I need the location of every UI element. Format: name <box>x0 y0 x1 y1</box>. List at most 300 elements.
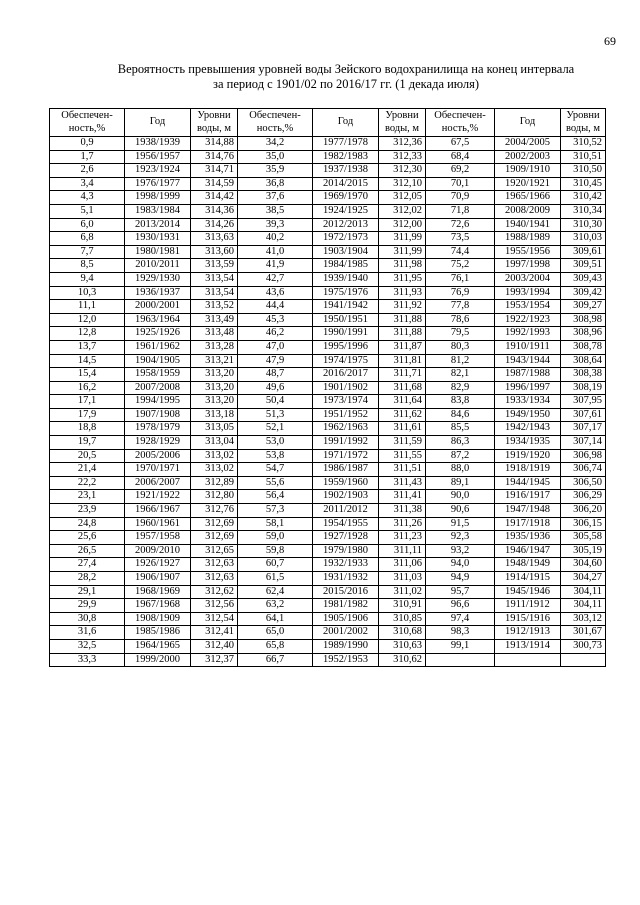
level-cell: 311,68 <box>379 381 426 395</box>
level-cell: 303,12 <box>561 612 606 626</box>
prob-cell: 6,0 <box>50 218 125 232</box>
prob-cell: 42,7 <box>238 272 313 286</box>
header-prob-1: Обеспечен-ность,% <box>50 109 125 137</box>
year-cell: 1930/1931 <box>125 232 191 246</box>
table-row <box>50 354 606 368</box>
level-cell: 306,50 <box>561 476 606 490</box>
level-cell: 312,76 <box>191 504 238 518</box>
level-cell: 312,02 <box>379 204 426 218</box>
year-cell: 1982/1983 <box>313 150 379 164</box>
prob-cell: 70,9 <box>426 191 495 205</box>
prob-cell: 64,1 <box>238 612 313 626</box>
table-row <box>50 422 606 436</box>
level-cell: 311,98 <box>379 259 426 273</box>
level-cell: 306,74 <box>561 463 606 477</box>
year-cell: 1979/1980 <box>313 544 379 558</box>
title-line-1: Вероятность превышения уровней воды Зейского водохранилища на конец интервала <box>117 62 575 76</box>
prob-cell: 25,6 <box>50 531 125 545</box>
year-cell: 2014/2015 <box>313 177 379 191</box>
level-cell: 306,98 <box>561 449 606 463</box>
table-row <box>50 272 606 286</box>
level-cell: 312,80 <box>191 490 238 504</box>
level-cell: 309,51 <box>561 259 606 273</box>
prob-cell: 84,6 <box>426 408 495 422</box>
prob-cell: 66,7 <box>238 653 313 667</box>
prob-cell: 38,5 <box>238 204 313 218</box>
level-cell: 311,51 <box>379 463 426 477</box>
year-cell: 1911/1912 <box>495 599 561 613</box>
prob-cell: 31,6 <box>50 626 125 640</box>
table-row <box>50 368 606 382</box>
level-cell: 311,59 <box>379 436 426 450</box>
year-cell: 1920/1921 <box>495 177 561 191</box>
table-body <box>50 137 606 667</box>
prob-cell: 6,8 <box>50 232 125 246</box>
year-cell: 1934/1935 <box>495 436 561 450</box>
level-cell: 307,61 <box>561 408 606 422</box>
level-cell: 312,10 <box>379 177 426 191</box>
prob-cell: 95,7 <box>426 585 495 599</box>
level-cell: 313,63 <box>191 232 238 246</box>
level-cell: 304,60 <box>561 558 606 572</box>
year-cell: 2000/2001 <box>125 300 191 314</box>
table-row <box>50 612 606 626</box>
table-row <box>50 150 606 164</box>
year-cell: 1971/1972 <box>313 449 379 463</box>
year-cell: 1999/2000 <box>125 653 191 667</box>
level-cell: 313,52 <box>191 300 238 314</box>
year-cell: 1964/1965 <box>125 639 191 653</box>
level-cell: 310,51 <box>561 150 606 164</box>
prob-cell: 99,1 <box>426 639 495 653</box>
prob-cell: 57,3 <box>238 504 313 518</box>
table-row <box>50 476 606 490</box>
prob-cell: 20,5 <box>50 449 125 463</box>
level-cell: 312,69 <box>191 517 238 531</box>
level-cell: 313,48 <box>191 327 238 341</box>
level-cell: 307,14 <box>561 436 606 450</box>
prob-cell: 65,8 <box>238 639 313 653</box>
year-cell: 1947/1948 <box>495 504 561 518</box>
table-row <box>50 408 606 422</box>
year-cell: 2011/2012 <box>313 504 379 518</box>
level-cell: 312,33 <box>379 150 426 164</box>
year-cell: 1916/1917 <box>495 490 561 504</box>
prob-cell: 72,6 <box>426 218 495 232</box>
level-cell: 311,43 <box>379 476 426 490</box>
prob-cell: 97,4 <box>426 612 495 626</box>
prob-cell: 94,9 <box>426 572 495 586</box>
level-cell: 312,69 <box>191 531 238 545</box>
prob-cell: 77,8 <box>426 300 495 314</box>
prob-cell: 7,7 <box>50 245 125 259</box>
year-cell: 1905/1906 <box>313 612 379 626</box>
year-cell: 1963/1964 <box>125 313 191 327</box>
year-cell: 1989/1990 <box>313 639 379 653</box>
prob-cell: 21,4 <box>50 463 125 477</box>
prob-cell: 19,7 <box>50 436 125 450</box>
level-cell: 311,23 <box>379 531 426 545</box>
year-cell: 1926/1927 <box>125 558 191 572</box>
prob-cell: 17,1 <box>50 395 125 409</box>
year-cell: 1935/1936 <box>495 531 561 545</box>
year-cell: 1939/1940 <box>313 272 379 286</box>
year-cell: 1942/1943 <box>495 422 561 436</box>
level-cell: 314,42 <box>191 191 238 205</box>
year-cell: 1975/1976 <box>313 286 379 300</box>
level-cell: 312,65 <box>191 544 238 558</box>
prob-cell: 87,2 <box>426 449 495 463</box>
year-cell: 1976/1977 <box>125 177 191 191</box>
prob-cell: 70,1 <box>426 177 495 191</box>
table-row <box>50 137 606 151</box>
year-cell: 1956/1957 <box>125 150 191 164</box>
prob-cell: 32,5 <box>50 639 125 653</box>
level-cell: 311,62 <box>379 408 426 422</box>
level-cell: 312,56 <box>191 599 238 613</box>
prob-cell: 39,3 <box>238 218 313 232</box>
level-cell: 309,43 <box>561 272 606 286</box>
level-cell: 304,27 <box>561 572 606 586</box>
prob-cell: 51,3 <box>238 408 313 422</box>
level-cell: 310,34 <box>561 204 606 218</box>
table-row <box>50 327 606 341</box>
level-cell: 311,99 <box>379 245 426 259</box>
prob-cell: 46,2 <box>238 327 313 341</box>
year-cell: 1936/1937 <box>125 286 191 300</box>
prob-cell: 83,8 <box>426 395 495 409</box>
year-cell: 1938/1939 <box>125 137 191 151</box>
year-cell: 1977/1978 <box>313 137 379 151</box>
prob-cell: 40,2 <box>238 232 313 246</box>
prob-cell: 74,4 <box>426 245 495 259</box>
year-cell: 1974/1975 <box>313 354 379 368</box>
level-cell: 307,17 <box>561 422 606 436</box>
table-row <box>50 300 606 314</box>
prob-cell: 8,5 <box>50 259 125 273</box>
level-cell: 308,98 <box>561 313 606 327</box>
prob-cell: 0,9 <box>50 137 125 151</box>
year-cell: 1925/1926 <box>125 327 191 341</box>
table-row <box>50 164 606 178</box>
prob-cell: 98,3 <box>426 626 495 640</box>
prob-cell: 75,2 <box>426 259 495 273</box>
year-cell: 1970/1971 <box>125 463 191 477</box>
prob-cell: 26,5 <box>50 544 125 558</box>
prob-cell: 15,4 <box>50 368 125 382</box>
prob-cell: 67,5 <box>426 137 495 151</box>
level-cell: 311,06 <box>379 558 426 572</box>
header-level-3: Уровни воды, м <box>561 109 606 137</box>
prob-cell: 44,4 <box>238 300 313 314</box>
level-cell: 311,93 <box>379 286 426 300</box>
year-cell: 1940/1941 <box>495 218 561 232</box>
year-cell: 1906/1907 <box>125 572 191 586</box>
year-cell: 1943/1944 <box>495 354 561 368</box>
prob-cell: 90,0 <box>426 490 495 504</box>
prob-cell: 71,8 <box>426 204 495 218</box>
year-cell: 1968/1969 <box>125 585 191 599</box>
table-row <box>50 653 606 667</box>
level-cell: 311,02 <box>379 585 426 599</box>
year-cell: 1944/1945 <box>495 476 561 490</box>
level-cell: 311,41 <box>379 490 426 504</box>
prob-cell: 27,4 <box>50 558 125 572</box>
prob-cell: 61,5 <box>238 572 313 586</box>
prob-cell: 81,2 <box>426 354 495 368</box>
table-row <box>50 218 606 232</box>
level-cell: 311,87 <box>379 340 426 354</box>
year-cell: 1951/1952 <box>313 408 379 422</box>
year-cell: 1995/1996 <box>313 340 379 354</box>
table-row <box>50 544 606 558</box>
table-row <box>50 517 606 531</box>
table-row <box>50 531 606 545</box>
level-cell: 311,92 <box>379 300 426 314</box>
prob-cell: 53,8 <box>238 449 313 463</box>
year-cell: 1965/1966 <box>495 191 561 205</box>
prob-cell: 35,9 <box>238 164 313 178</box>
table-row <box>50 585 606 599</box>
prob-cell: 59,8 <box>238 544 313 558</box>
level-cell: 312,37 <box>191 653 238 667</box>
prob-cell: 47,0 <box>238 340 313 354</box>
year-cell: 1913/1914 <box>495 639 561 653</box>
level-cell: 310,63 <box>379 639 426 653</box>
year-cell: 1958/1959 <box>125 368 191 382</box>
page-number: 69 <box>604 34 616 48</box>
level-cell: 311,95 <box>379 272 426 286</box>
year-cell: 2006/2007 <box>125 476 191 490</box>
prob-cell: 22,2 <box>50 476 125 490</box>
header-year-1: Год <box>125 109 191 137</box>
level-cell: 313,28 <box>191 340 238 354</box>
level-cell: 308,96 <box>561 327 606 341</box>
level-cell: 313,04 <box>191 436 238 450</box>
level-cell: 314,88 <box>191 137 238 151</box>
year-cell: 1978/1979 <box>125 422 191 436</box>
level-cell: 313,60 <box>191 245 238 259</box>
year-cell: 2012/2013 <box>313 218 379 232</box>
level-cell: 301,67 <box>561 626 606 640</box>
header-year-3: Год <box>495 109 561 137</box>
level-cell: 312,62 <box>191 585 238 599</box>
year-cell: 1960/1961 <box>125 517 191 531</box>
level-cell: 312,41 <box>191 626 238 640</box>
prob-cell: 76,1 <box>426 272 495 286</box>
level-cell: 305,19 <box>561 544 606 558</box>
year-cell: 1992/1993 <box>495 327 561 341</box>
year-cell: 1904/1905 <box>125 354 191 368</box>
level-cell: 313,02 <box>191 449 238 463</box>
year-cell: 1917/1918 <box>495 517 561 531</box>
prob-cell: 29,1 <box>50 585 125 599</box>
table-row <box>50 463 606 477</box>
table-row <box>50 599 606 613</box>
prob-cell: 52,1 <box>238 422 313 436</box>
year-cell: 1973/1974 <box>313 395 379 409</box>
level-cell: 311,55 <box>379 449 426 463</box>
prob-cell: 55,6 <box>238 476 313 490</box>
prob-cell: 10,3 <box>50 286 125 300</box>
prob-cell: 48,7 <box>238 368 313 382</box>
prob-cell: 65,0 <box>238 626 313 640</box>
prob-cell: 36,8 <box>238 177 313 191</box>
level-cell: 311,26 <box>379 517 426 531</box>
year-cell: 2007/2008 <box>125 381 191 395</box>
year-cell: 1928/1929 <box>125 436 191 450</box>
table-row <box>50 572 606 586</box>
prob-cell: 78,6 <box>426 313 495 327</box>
level-cell: 309,42 <box>561 286 606 300</box>
prob-cell: 96,6 <box>426 599 495 613</box>
header-prob-3: Обеспечен-ность,% <box>426 109 495 137</box>
header-level-1: Уровни воды, м <box>191 109 238 137</box>
water-level-table <box>49 108 606 667</box>
year-cell: 1910/1911 <box>495 340 561 354</box>
year-cell: 1927/1928 <box>313 531 379 545</box>
year-cell: 1949/1950 <box>495 408 561 422</box>
prob-cell: 29,9 <box>50 599 125 613</box>
level-cell: 313,20 <box>191 381 238 395</box>
prob-cell: 80,3 <box>426 340 495 354</box>
level-cell: 307,95 <box>561 395 606 409</box>
level-cell: 308,38 <box>561 368 606 382</box>
year-cell: 1996/1997 <box>495 381 561 395</box>
table-row <box>50 232 606 246</box>
prob-cell: 16,2 <box>50 381 125 395</box>
year-cell: 1954/1955 <box>313 517 379 531</box>
level-cell: 312,30 <box>379 164 426 178</box>
level-cell: 313,54 <box>191 286 238 300</box>
prob-cell: 4,3 <box>50 191 125 205</box>
prob-cell: 90,6 <box>426 504 495 518</box>
year-cell: 2003/2004 <box>495 272 561 286</box>
level-cell: 312,05 <box>379 191 426 205</box>
table-row <box>50 204 606 218</box>
prob-cell: 47,9 <box>238 354 313 368</box>
year-cell: 2005/2006 <box>125 449 191 463</box>
level-cell <box>561 653 606 667</box>
prob-cell: 43,6 <box>238 286 313 300</box>
prob-cell: 58,1 <box>238 517 313 531</box>
year-cell: 1988/1989 <box>495 232 561 246</box>
prob-cell: 73,5 <box>426 232 495 246</box>
prob-cell: 86,3 <box>426 436 495 450</box>
year-cell: 1983/1984 <box>125 204 191 218</box>
level-cell: 310,45 <box>561 177 606 191</box>
prob-cell: 63,2 <box>238 599 313 613</box>
level-cell: 312,40 <box>191 639 238 653</box>
table-row <box>50 381 606 395</box>
year-cell: 1909/1910 <box>495 164 561 178</box>
prob-cell: 11,1 <box>50 300 125 314</box>
year-cell: 1933/1934 <box>495 395 561 409</box>
prob-cell: 94,0 <box>426 558 495 572</box>
level-cell: 310,50 <box>561 164 606 178</box>
level-cell: 310,85 <box>379 612 426 626</box>
year-cell: 1991/1992 <box>313 436 379 450</box>
table-row <box>50 504 606 518</box>
level-cell: 313,49 <box>191 313 238 327</box>
level-cell: 313,21 <box>191 354 238 368</box>
table-header-row <box>50 109 606 137</box>
prob-cell <box>426 653 495 667</box>
year-cell: 1961/1962 <box>125 340 191 354</box>
year-cell: 2002/2003 <box>495 150 561 164</box>
year-cell: 2016/2017 <box>313 368 379 382</box>
prob-cell: 35,0 <box>238 150 313 164</box>
prob-cell: 79,5 <box>426 327 495 341</box>
level-cell: 310,03 <box>561 232 606 246</box>
prob-cell: 12,0 <box>50 313 125 327</box>
year-cell: 1985/1986 <box>125 626 191 640</box>
prob-cell: 62,4 <box>238 585 313 599</box>
table-row <box>50 191 606 205</box>
prob-cell: 82,1 <box>426 368 495 382</box>
year-cell: 1929/1930 <box>125 272 191 286</box>
year-cell: 1957/1958 <box>125 531 191 545</box>
prob-cell: 37,6 <box>238 191 313 205</box>
level-cell: 311,03 <box>379 572 426 586</box>
prob-cell: 2,6 <box>50 164 125 178</box>
year-cell: 2009/2010 <box>125 544 191 558</box>
prob-cell: 3,4 <box>50 177 125 191</box>
table-row <box>50 490 606 504</box>
year-cell: 1922/1923 <box>495 313 561 327</box>
level-cell: 300,73 <box>561 639 606 653</box>
header-prob-2: Обеспечен-ность,% <box>238 109 313 137</box>
table-row <box>50 313 606 327</box>
level-cell: 312,54 <box>191 612 238 626</box>
table-row <box>50 436 606 450</box>
prob-cell: 91,5 <box>426 517 495 531</box>
level-cell: 304,11 <box>561 585 606 599</box>
year-cell: 1955/1956 <box>495 245 561 259</box>
level-cell: 311,99 <box>379 232 426 246</box>
prob-cell: 9,4 <box>50 272 125 286</box>
level-cell: 313,59 <box>191 259 238 273</box>
prob-cell: 23,9 <box>50 504 125 518</box>
prob-cell: 41,9 <box>238 259 313 273</box>
level-cell: 311,61 <box>379 422 426 436</box>
year-cell: 1972/1973 <box>313 232 379 246</box>
table-row <box>50 449 606 463</box>
prob-cell: 56,4 <box>238 490 313 504</box>
table-row <box>50 259 606 273</box>
prob-cell: 12,8 <box>50 327 125 341</box>
level-cell: 306,20 <box>561 504 606 518</box>
year-cell: 2004/2005 <box>495 137 561 151</box>
year-cell: 1952/1953 <box>313 653 379 667</box>
year-cell: 1993/1994 <box>495 286 561 300</box>
level-cell: 309,27 <box>561 300 606 314</box>
year-cell: 1986/1987 <box>313 463 379 477</box>
header-year-2: Год <box>313 109 379 137</box>
level-cell: 310,52 <box>561 137 606 151</box>
prob-cell: 50,4 <box>238 395 313 409</box>
year-cell: 1908/1909 <box>125 612 191 626</box>
prob-cell: 18,8 <box>50 422 125 436</box>
level-cell: 312,36 <box>379 137 426 151</box>
level-cell: 310,42 <box>561 191 606 205</box>
year-cell: 1902/1903 <box>313 490 379 504</box>
title-line-2: за период с 1901/02 по 2016/17 гг. (1 декада июля) <box>213 77 479 91</box>
level-cell: 310,62 <box>379 653 426 667</box>
year-cell: 1959/1960 <box>313 476 379 490</box>
prob-cell: 49,6 <box>238 381 313 395</box>
prob-cell: 41,0 <box>238 245 313 259</box>
